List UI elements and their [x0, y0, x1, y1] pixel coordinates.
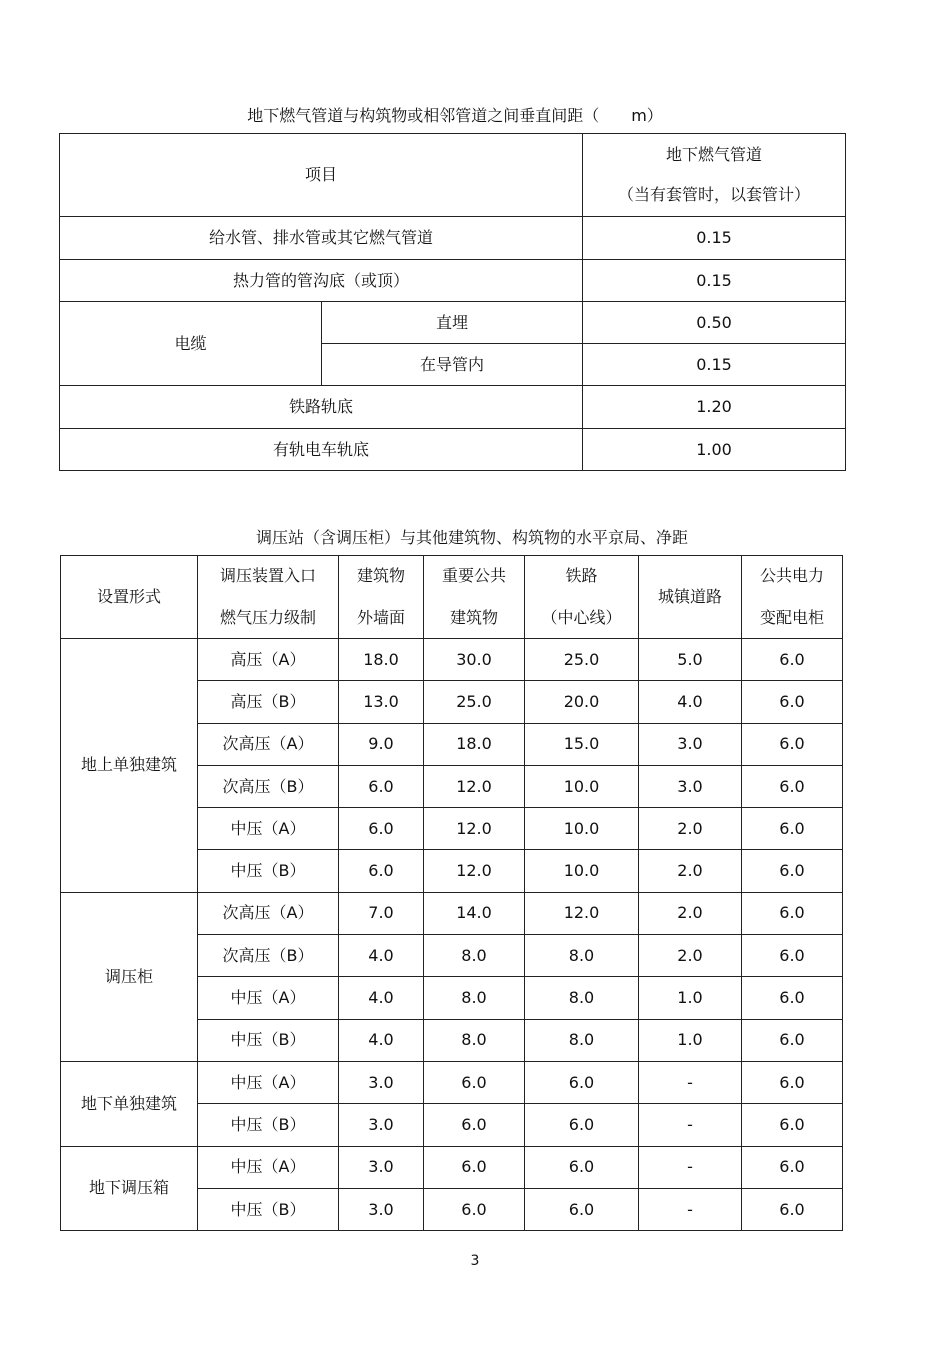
- pressure-level-cell: 次高压（B）: [198, 935, 339, 977]
- row-sublabel: 在导管内: [322, 344, 583, 386]
- pressure-level-cell: 高压（B）: [198, 681, 339, 723]
- distance-cell: 4.0: [339, 1019, 424, 1061]
- distance-cell: 30.0: [424, 639, 525, 681]
- pressure-level-cell: 中压（A）: [198, 977, 339, 1019]
- distance-cell: -: [639, 1061, 742, 1103]
- distance-cell: 10.0: [525, 765, 639, 807]
- header-power-cabinet-line1: 公共电力: [759, 566, 824, 585]
- row-label: 给水管、排水管或其它燃气管道: [60, 217, 583, 260]
- distance-cell: 6.0: [525, 1104, 639, 1146]
- header-power-cabinet: [742, 556, 843, 639]
- pressure-level-cell: 中压（B）: [198, 850, 339, 892]
- distance-cell: 14.0: [424, 892, 525, 934]
- distance-cell: 6.0: [742, 850, 843, 892]
- cable-group-label: 电缆: [60, 302, 322, 386]
- distance-cell: 6.0: [525, 1188, 639, 1230]
- pressure-level-cell: 中压（A）: [198, 808, 339, 850]
- distance-cell: 6.0: [742, 808, 843, 850]
- header-inlet-pressure: [198, 556, 339, 639]
- pressure-level-cell: 次高压（A）: [198, 892, 339, 934]
- distance-cell: 5.0: [639, 639, 742, 681]
- horizontal-distance-table: [60, 555, 843, 1231]
- row-value: 1.00: [583, 429, 846, 471]
- group-label: 调压柜: [61, 892, 198, 1061]
- table-row: [61, 1061, 843, 1103]
- table2-caption: 调压站（含调压柜）与其他建筑物、构筑物的水平京局、净距: [255, 528, 688, 547]
- distance-cell: 6.0: [339, 765, 424, 807]
- distance-cell: 10.0: [525, 808, 639, 850]
- header-building-wall: [339, 556, 424, 639]
- distance-cell: 6.0: [742, 1146, 843, 1188]
- distance-cell: 6.0: [424, 1146, 525, 1188]
- distance-cell: 6.0: [742, 1061, 843, 1103]
- distance-cell: 3.0: [339, 1146, 424, 1188]
- distance-cell: 8.0: [424, 935, 525, 977]
- distance-cell: 2.0: [639, 892, 742, 934]
- distance-cell: 6.0: [742, 723, 843, 765]
- pressure-level-cell: 中压（A）: [198, 1146, 339, 1188]
- distance-cell: 1.0: [639, 977, 742, 1019]
- header-public-building-line1: 重要公共: [441, 566, 506, 585]
- distance-cell: 6.0: [525, 1146, 639, 1188]
- distance-cell: 6.0: [742, 681, 843, 723]
- distance-cell: 4.0: [339, 977, 424, 1019]
- distance-cell: 2.0: [639, 935, 742, 977]
- distance-cell: 3.0: [339, 1104, 424, 1146]
- header-inlet-pressure-line1: 调压装置入口: [219, 566, 316, 585]
- distance-cell: 18.0: [424, 723, 525, 765]
- header-building-wall-line2: 外墙面: [356, 608, 405, 627]
- table-row: [61, 1146, 843, 1188]
- distance-cell: 6.0: [339, 850, 424, 892]
- pressure-level-cell: 中压（B）: [198, 1019, 339, 1061]
- distance-cell: 6.0: [742, 935, 843, 977]
- header-railway-line1: 铁路: [565, 566, 598, 585]
- header-public-building-line2: 建筑物: [449, 608, 498, 627]
- table-row: [61, 892, 843, 934]
- distance-cell: 6.0: [742, 892, 843, 934]
- distance-cell: 6.0: [742, 977, 843, 1019]
- header-power-cabinet-line2: 变配电柜: [759, 608, 824, 627]
- row-label: 热力管的管沟底（或顶）: [60, 260, 583, 302]
- row-value: 0.15: [583, 260, 846, 302]
- distance-cell: 3.0: [339, 1061, 424, 1103]
- header-public-building: [424, 556, 525, 639]
- header-road: 城镇道路: [639, 556, 742, 639]
- distance-cell: 8.0: [525, 1019, 639, 1061]
- pressure-level-cell: 中压（B）: [198, 1188, 339, 1230]
- row-label: 有轨电车轨底: [60, 429, 583, 471]
- distance-cell: 18.0: [339, 639, 424, 681]
- header-railway-line2: （中心线）: [541, 608, 622, 627]
- distance-cell: 6.0: [339, 808, 424, 850]
- distance-cell: 6.0: [742, 1019, 843, 1061]
- group-label: 地下调压箱: [61, 1146, 198, 1231]
- distance-cell: 10.0: [525, 850, 639, 892]
- table1-caption: 地下燃气管道与构筑物或相邻管道之间垂直间距（ m）: [247, 106, 663, 125]
- distance-cell: 25.0: [424, 681, 525, 723]
- pressure-level-cell: 次高压（B）: [198, 765, 339, 807]
- header-gas-pipe-line1: 地下燃气管道: [666, 145, 763, 164]
- distance-cell: 8.0: [525, 935, 639, 977]
- distance-cell: 7.0: [339, 892, 424, 934]
- group-label: 地上单独建筑: [61, 639, 198, 893]
- distance-cell: 1.0: [639, 1019, 742, 1061]
- distance-cell: 12.0: [424, 850, 525, 892]
- distance-cell: 6.0: [742, 1188, 843, 1230]
- distance-cell: 20.0: [525, 681, 639, 723]
- distance-cell: 6.0: [424, 1061, 525, 1103]
- distance-cell: 9.0: [339, 723, 424, 765]
- row-value: 0.50: [583, 302, 846, 344]
- distance-cell: 2.0: [639, 808, 742, 850]
- distance-cell: 3.0: [639, 765, 742, 807]
- header-gas-pipe-line2: （当有套管时，以套管计）: [618, 185, 811, 204]
- distance-cell: 12.0: [424, 808, 525, 850]
- distance-cell: 4.0: [639, 681, 742, 723]
- distance-cell: 3.0: [639, 723, 742, 765]
- distance-cell: 8.0: [424, 1019, 525, 1061]
- distance-cell: 15.0: [525, 723, 639, 765]
- distance-cell: 6.0: [424, 1104, 525, 1146]
- row-sublabel: 直埋: [322, 302, 583, 344]
- header-gas-pipe: [583, 134, 846, 217]
- row-label: 铁路轨底: [60, 386, 583, 429]
- distance-cell: 6.0: [742, 765, 843, 807]
- vertical-spacing-table: [59, 133, 846, 471]
- table-row: [61, 639, 843, 681]
- distance-cell: 8.0: [525, 977, 639, 1019]
- distance-cell: 3.0: [339, 1188, 424, 1230]
- row-value: 0.15: [583, 217, 846, 260]
- distance-cell: 8.0: [424, 977, 525, 1019]
- distance-cell: 6.0: [742, 639, 843, 681]
- header-setup-form: 设置形式: [61, 556, 198, 639]
- distance-cell: 2.0: [639, 850, 742, 892]
- distance-cell: -: [639, 1104, 742, 1146]
- row-value: 0.15: [583, 344, 846, 386]
- pressure-level-cell: 高压（A）: [198, 639, 339, 681]
- distance-cell: 6.0: [742, 1104, 843, 1146]
- group-label: 地下单独建筑: [61, 1061, 198, 1146]
- pressure-level-cell: 中压（A）: [198, 1061, 339, 1103]
- distance-cell: 6.0: [525, 1061, 639, 1103]
- table2-body: [61, 639, 843, 1231]
- pressure-level-cell: 中压（B）: [198, 1104, 339, 1146]
- distance-cell: -: [639, 1146, 742, 1188]
- distance-cell: 4.0: [339, 935, 424, 977]
- distance-cell: 12.0: [424, 765, 525, 807]
- distance-cell: 13.0: [339, 681, 424, 723]
- row-value: 1.20: [583, 386, 846, 429]
- header-building-wall-line1: 建筑物: [356, 566, 405, 585]
- header-inlet-pressure-line2: 燃气压力级制: [219, 608, 316, 627]
- header-item: 项目: [60, 134, 583, 217]
- distance-cell: 25.0: [525, 639, 639, 681]
- header-railway: [525, 556, 639, 639]
- distance-cell: 12.0: [525, 892, 639, 934]
- pressure-level-cell: 次高压（A）: [198, 723, 339, 765]
- distance-cell: 6.0: [424, 1188, 525, 1230]
- page-number: 3: [470, 1253, 480, 1269]
- distance-cell: -: [639, 1188, 742, 1230]
